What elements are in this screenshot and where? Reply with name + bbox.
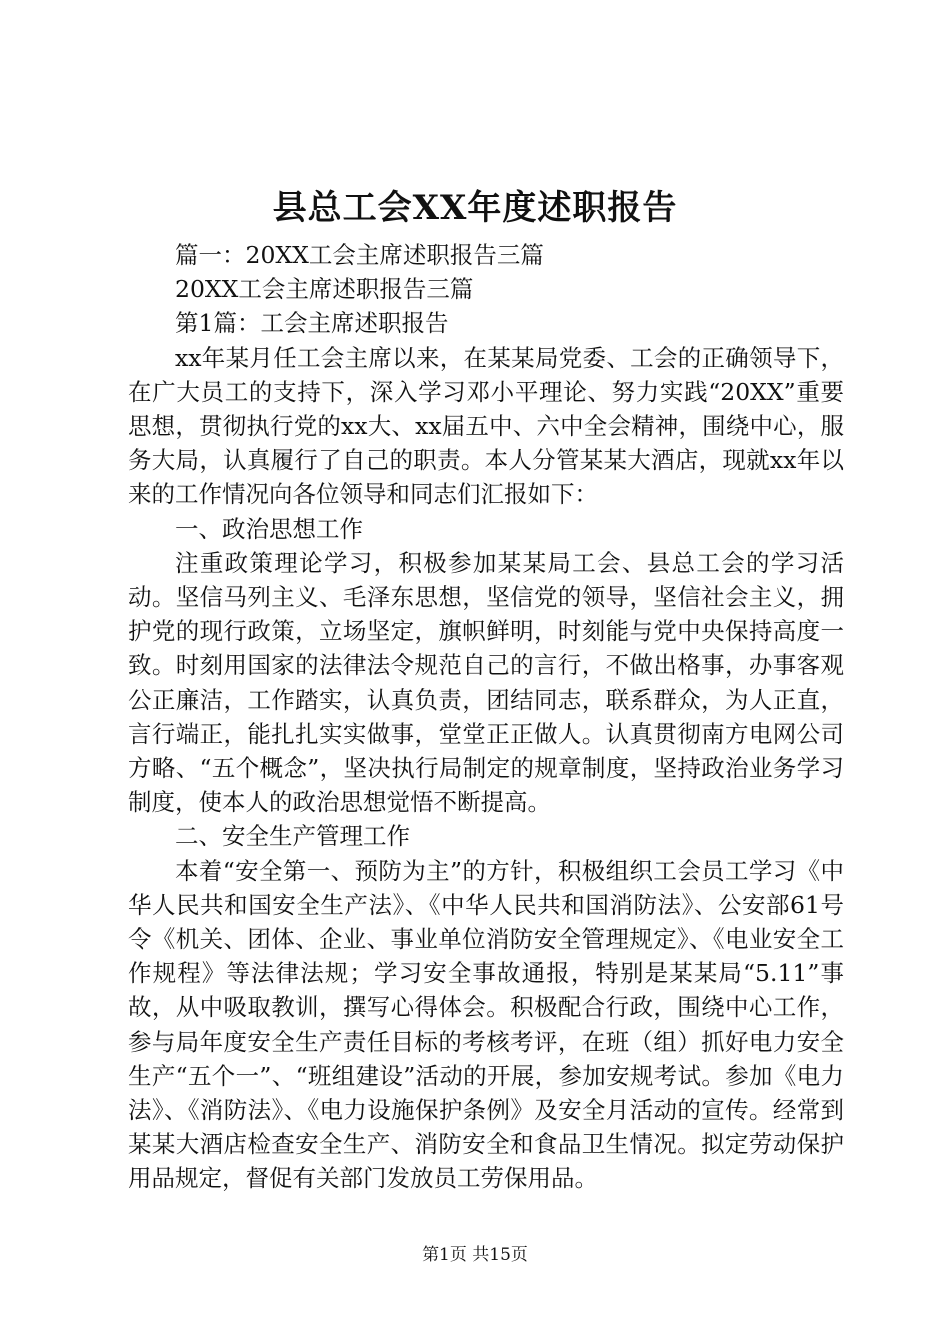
section-heading-safety: 二、安全生产管理工作 [175, 822, 410, 851]
document-title: 县总工会XX年度述职报告 [272, 188, 678, 228]
body-paragraph-intro: xx年某月任工会主席以来，在某某局党委、工会的正确领导下，在广大员工的支持下，深入学习邓小平理论、努力实践“20XX”重要思想，贯彻执行党的xx大、xx届五中、六中全会精神，围绕中心，服务大局，认真履行了自己的职责。本人分管某某大酒店，现就xx年以来的工作情况向各位领导和同志们汇报如下： [128, 343, 844, 509]
chapter-heading: 第1篇：工会主席述职报告 [175, 309, 449, 338]
subtitle: 20XX工会主席述职报告三篇 [175, 275, 474, 304]
section-heading-part-one: 篇一：20XX工会主席述职报告三篇 [175, 241, 544, 269]
body-paragraph-political: 注重政策理论学习，积极参加某某局工会、县总工会的学习活动。坚信马列主义、毛泽东思想，坚信党的领导，坚信社会主义，拥护党的现行政策，立场坚定，旗帜鲜明，时刻能与党中央保持高度一致。时刻用国家的法律法令规范自己的言行，不做出格事，办事客观公正廉洁，工作踏实，认真负责，团结同志，联系群众，为人正直，言行端正，能扎扎实实做事，堂堂正正做人。认真贯彻南方电网公司方略、“五个概念”，坚决执行局制定的规章制度，坚持政治业务学习制度，使本人的政治思想觉悟不断提高。 [128, 548, 844, 817]
body-paragraph-safety: 本着“安全第一、预防为主”的方针，积极组织工会员工学习《中华人民共和国安全生产法》、《中华人民共和国消防法》、公安部61号令《机关、团体、企业、事业单位消防安全管理规定》、《电业安全工作规程》等法律法规；学习安全事故通报，特别是某某局“5.11”事故，从中吸取教训，撰写心得体会。积极配合行政，围绕中心工作，参与局年度安全生产责任目标的考核考评，在班（组）抓好电力安全生产“五个一”、“班组建设”活动的开展，参加安规考试。参加《电力法》、《消防法》、《电力设施保护条例》及安全月活动的宣传。经常到某某大酒店检查安全生产、消防安全和食品卫生情况。拟定劳动保护用品规定，督促有关部门发放员工劳保用品。 [128, 856, 844, 1193]
page-number-footer: 第1页 共15页 [422, 1245, 528, 1265]
document-body [128, 238, 844, 1196]
section-heading-political: 一、政治思想工作 [175, 514, 363, 543]
